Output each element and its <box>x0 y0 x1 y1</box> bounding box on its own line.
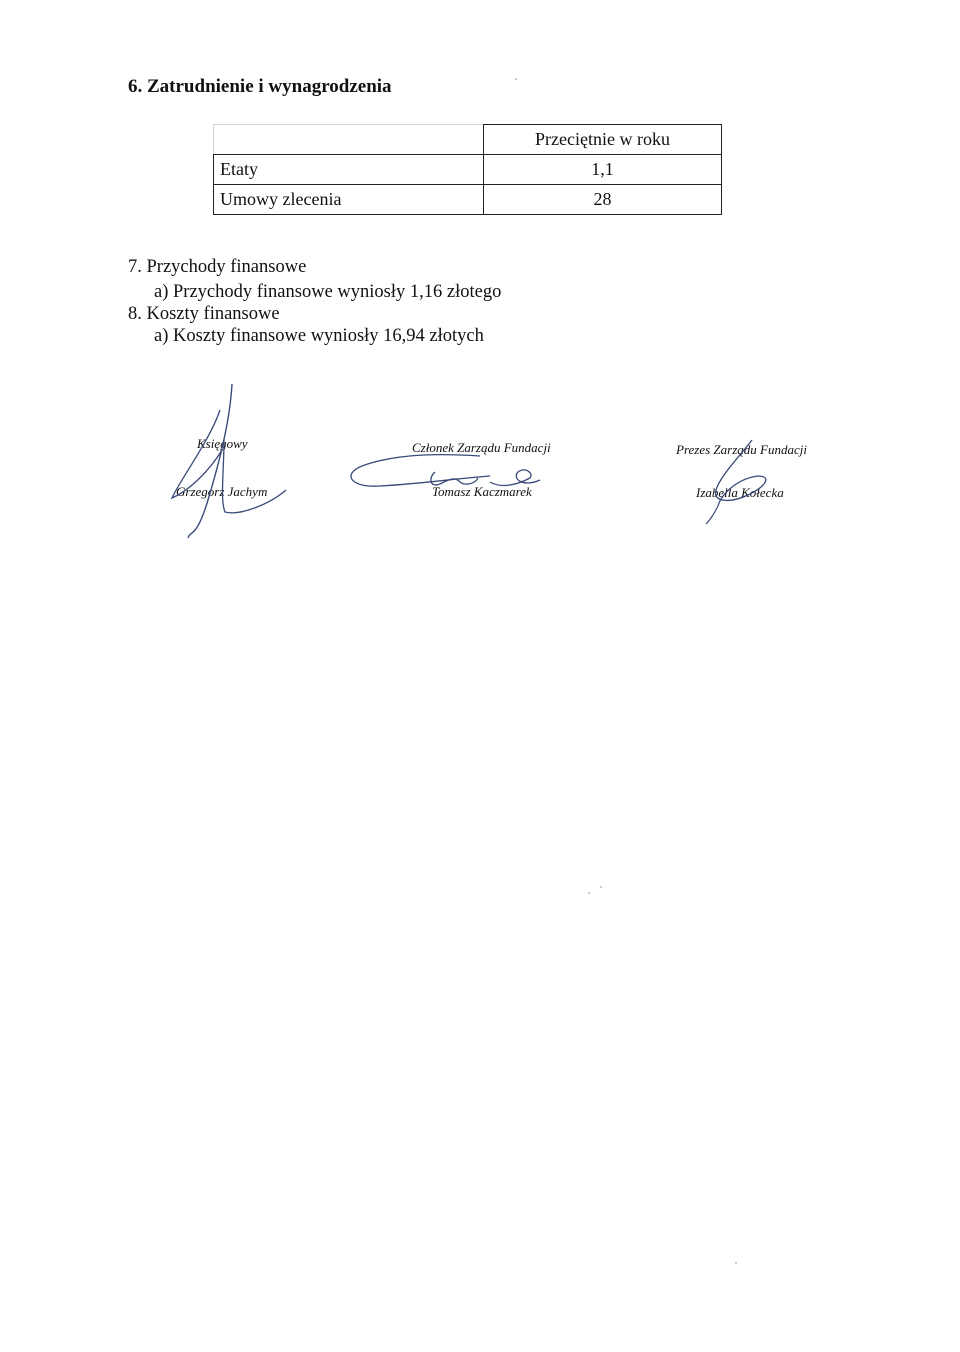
table-row-value: 28 <box>484 185 722 215</box>
signature-title: Członek Zarządu Fundacji <box>412 440 551 455</box>
employment-table <box>213 124 722 215</box>
section-8-heading: 8. Koszty finansowe <box>128 304 280 324</box>
signature-name: Izabella Kołecka <box>696 485 784 500</box>
section-8-item-a: a) Koszty finansowe wyniosły 16,94 złotych <box>154 326 484 346</box>
scan-speck <box>515 78 517 80</box>
table-column-header: Przeciętnie w roku <box>484 125 722 155</box>
section-7-item-a: a) Przychody finansowe wyniosły 1,16 złotego <box>154 282 502 302</box>
scan-speck <box>588 892 590 894</box>
signature-name: Tomasz Kaczmarek <box>432 484 532 499</box>
section-6-heading: 6. Zatrudnienie i wynagrodzenia <box>128 76 392 97</box>
handwritten-signature-president <box>690 436 800 526</box>
table-row <box>214 185 722 215</box>
section-7-heading: 7. Przychody finansowe <box>128 257 307 277</box>
handwritten-signature-board-member <box>340 448 560 498</box>
handwritten-signature-accountant <box>150 380 290 540</box>
signature-name: Grzegorz Jachym <box>176 484 268 499</box>
table-row-value: 1,1 <box>484 155 722 185</box>
table-header-row <box>214 125 722 155</box>
scan-speck <box>735 1262 737 1264</box>
signature-title: Księgowy <box>197 436 248 451</box>
signature-title: Prezes Zarządu Fundacji <box>676 442 807 457</box>
table-row-label: Etaty <box>214 155 484 185</box>
table-header-empty-cell <box>214 125 484 155</box>
table-row <box>214 155 722 185</box>
scan-speck <box>600 886 602 888</box>
table-row-label: Umowy zlecenia <box>214 185 484 215</box>
